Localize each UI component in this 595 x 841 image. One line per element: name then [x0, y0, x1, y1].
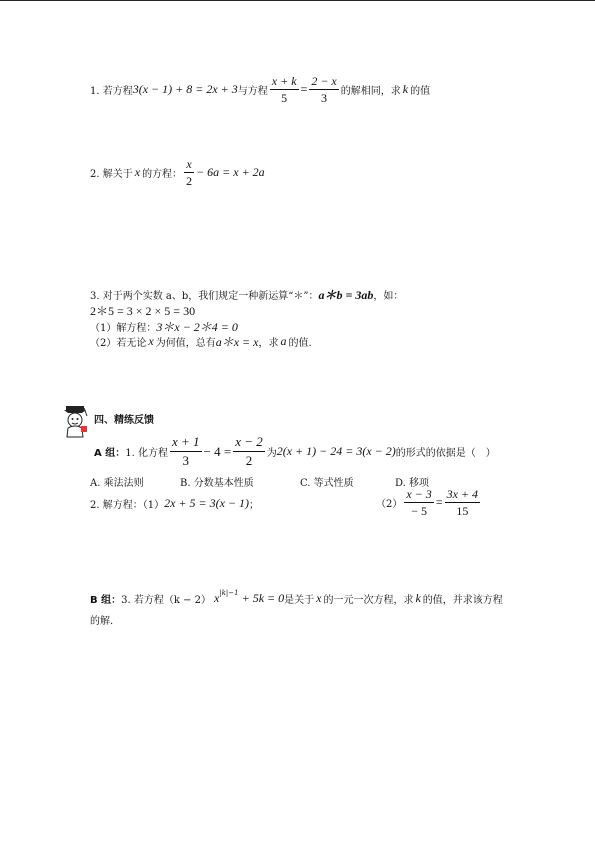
group-a-q1-fraction-2-denominator: 2	[245, 453, 253, 468]
group-b-exponent: |k|−1	[219, 588, 239, 597]
group-a-q1-prefix: 1. 化方程	[125, 448, 168, 459]
group-a-q2-fraction-1	[404, 487, 433, 518]
option-c[interactable]: C. 等式性质	[300, 478, 354, 489]
group-a-q2-equation-1: 2x + 5 = 3(x − 1)	[164, 496, 250, 510]
q1-equation-1: 3(x − 1) + 8 = 2x + 3	[132, 82, 238, 96]
option-d[interactable]: D. 移项	[395, 478, 430, 489]
group-a-q1-fraction-1-numerator: x + 1	[170, 434, 202, 452]
q3-line1-equation: a＊b = 3ab	[318, 288, 374, 302]
q3-sub2-text-a: （2）若无论	[90, 338, 147, 349]
option-a[interactable]: A. 乘法法则	[90, 478, 144, 489]
question-1	[90, 74, 430, 105]
group-a-q2-prefix: 2. 解方程：（1）	[90, 500, 165, 511]
group-a-question-2-part-2	[376, 487, 482, 518]
q3-sub2-var-a: a	[280, 334, 287, 348]
q2-fraction-denominator: 2	[186, 174, 193, 188]
group-b-q3-mid: 是关于	[284, 595, 315, 606]
group-b-label: B 组：	[90, 595, 122, 606]
group-b-q3-prefix: 3. 若方程（k − 2）	[121, 595, 211, 606]
q2-var-x: x	[134, 165, 141, 179]
q3-sub2-text-b: 为何值，总有	[155, 338, 216, 349]
group-b-q3-mid-2: 的一元一次方程，求	[323, 595, 414, 606]
mascot-icon	[60, 404, 90, 438]
q1-mid-text: 与方程	[237, 86, 268, 97]
group-a-label: A 组：	[94, 448, 126, 459]
group-a-q2-label-2: （2）	[376, 499, 403, 510]
group-b-base-x: x	[214, 591, 220, 605]
option-b[interactable]: B. 分数基本性质	[180, 478, 254, 489]
q3-sub2-var-x: x	[148, 334, 154, 348]
q3-sub2-text-d: 的值.	[288, 338, 312, 349]
question-3-line-2	[90, 302, 195, 319]
group-a-q2-fraction-1-denominator: − 5	[411, 504, 427, 518]
group-a-q1-suffix: 的形式的依据是（ ）	[395, 448, 496, 459]
q1-fraction-2-numerator: 2 − x	[311, 74, 337, 88]
group-b-q3-line-2: 的解.	[90, 616, 114, 627]
q1-suffix-a: 的解相同，求	[340, 86, 401, 97]
q3-line1-suffix: ，如：	[373, 291, 404, 302]
q1-fraction-2	[309, 74, 338, 105]
q1-suffix-b: 的值	[410, 86, 431, 97]
group-b-question-3	[90, 588, 503, 606]
group-a-q2-separator: ；	[249, 500, 260, 511]
question-3-sub-2	[90, 333, 312, 350]
q2-equation-rest: − 6a = x + 2a	[196, 165, 265, 179]
q3-example-equation: 2＊5 = 3 × 2 × 5 = 30	[90, 304, 196, 318]
group-a-q2-fraction-1-numerator: x − 3	[406, 487, 432, 501]
group-b-q3-equation: + 5k = 0	[241, 591, 285, 605]
question-3-line-1	[90, 286, 403, 303]
q2-fraction-numerator: x	[186, 157, 192, 171]
group-a-q1-equation: 2(x + 1) − 24 = 3(x − 2)	[276, 444, 396, 458]
q1-equals: =	[300, 82, 308, 96]
q2-mid: 的方程：	[142, 169, 183, 180]
group-a-question-2-part-1	[90, 496, 259, 511]
q3-sub2-text-c: ，求	[258, 338, 279, 349]
group-a-q1-fraction-1	[170, 434, 202, 469]
section-4-header	[94, 411, 154, 426]
q1-fraction-2-denominator: 3	[321, 91, 328, 105]
q2-prefix: 2. 解关于	[90, 169, 133, 180]
q3-sub1-label: （1）解方程：	[90, 323, 157, 334]
group-a-q1-fraction-2	[233, 434, 265, 469]
q1-var-k: k	[402, 82, 409, 96]
q3-sub1-equation: 3＊x − 2＊4 = 0	[156, 320, 238, 334]
group-a-q1-fraction-2-numerator: x − 2	[233, 434, 265, 452]
group-a-q2-fraction-2-denominator: 15	[456, 504, 469, 518]
group-a-q2-fraction-2	[445, 487, 480, 518]
q3-line1-prefix: 3. 对于两个实数 a、b，我们规定一种新运算“＊”：	[90, 291, 319, 302]
group-a-q1-fraction-1-denominator: 3	[182, 453, 189, 468]
group-b-var-k: k	[415, 591, 421, 605]
group-b-q3-suffix: 的值，并求该方程	[422, 595, 503, 606]
top-rule	[0, 0, 595, 1]
q1-prefix: 1. 若方程	[90, 86, 133, 97]
q1-fraction-1	[270, 74, 299, 105]
group-b-var-x: x	[316, 591, 322, 605]
group-a-q2-fraction-2-numerator: 3x + 4	[446, 487, 479, 501]
q1-fraction-1-numerator: x + k	[271, 74, 297, 88]
group-a-q1-mid: 为	[266, 448, 277, 459]
q3-sub2-equation: a＊x = x	[215, 335, 259, 349]
q1-fraction-1-denominator: 5	[281, 91, 288, 105]
question-2	[90, 157, 265, 188]
q2-fraction	[184, 157, 194, 188]
group-a-question-1	[94, 434, 496, 469]
section-4-title: 四、精练反馈	[94, 415, 154, 426]
group-b-question-3-line-2	[90, 612, 113, 627]
group-a-q1-minus-4: − 4 =	[203, 443, 232, 459]
group-a-q2-equals: =	[435, 495, 443, 509]
